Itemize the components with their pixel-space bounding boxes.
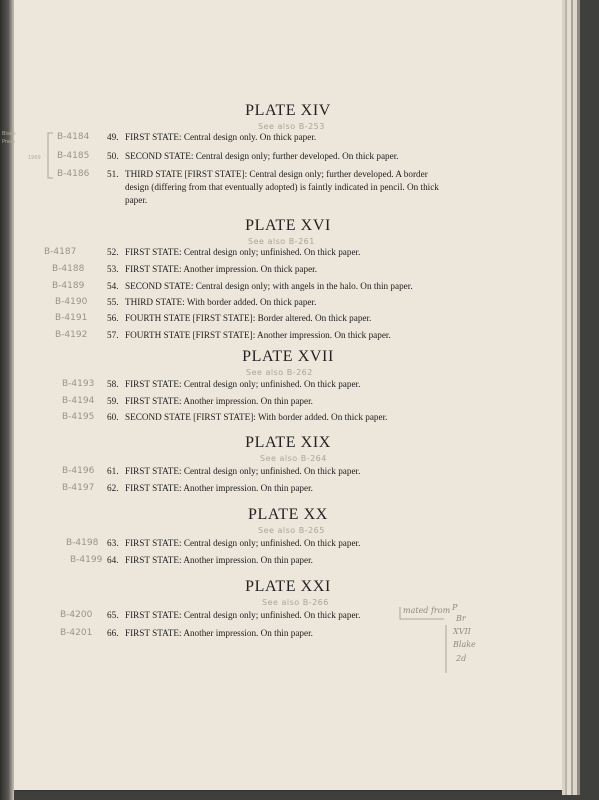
entry-number: 65. <box>107 610 119 620</box>
entry-description: FIRST STATE: Another impression. On thin paper. <box>125 396 313 406</box>
entry-number: 58. <box>107 379 119 389</box>
section-title-plate-xvii: PLATE XVII <box>242 348 334 365</box>
entry-number: 54. <box>107 281 119 291</box>
pencil-annotation: B-4191 <box>55 313 88 323</box>
entry-number: 50. <box>107 151 119 161</box>
entry-description: SECOND STATE: Central design only; further developed. On thick paper. <box>125 151 399 161</box>
handwritten-note-line-6: 2d <box>456 654 467 663</box>
entry-description: FIRST STATE: Central design only; unfinished. On thick paper. <box>125 610 361 620</box>
entry-description: FIRST STATE: Another impression. On thin paper. <box>125 628 313 638</box>
entry-description: FOURTH STATE [FIRST STATE]: Border altered. On thick paper. <box>125 313 372 323</box>
entry-description: FIRST STATE: Central design only; unfinished. On thick paper. <box>125 466 361 476</box>
pencil-annotation: B-4189 <box>52 281 85 291</box>
pencil-annotation: B-4201 <box>60 628 93 638</box>
handwritten-note-line-3: Br <box>456 614 466 623</box>
pencil-annotation: B-4186 <box>57 169 90 179</box>
pencil-bracket <box>46 132 54 180</box>
entry-description: SECOND STATE: Central design only; with angels in the halo. On thin paper. <box>125 281 413 291</box>
pencil-annotation: B-4193 <box>62 379 95 389</box>
margin-note-left-line-3: 1969 <box>28 155 41 161</box>
pencil-annotation: B-4192 <box>55 330 88 340</box>
entry-description: FIRST STATE: Central design only; unfinished. On thick paper. <box>125 247 361 257</box>
section-title-plate-xvi: PLATE XVI <box>245 217 331 234</box>
entry-number: 62. <box>107 483 119 493</box>
entry-description: THIRD STATE [FIRST STATE]: Central design only; further developed. A border design (differing from that eventually adopted) is faintly indicated in pencil. On thick paper. <box>125 169 439 205</box>
pencil-annotation: B-4185 <box>57 151 90 161</box>
section-note-plate-xxi: See also B-266 <box>262 598 329 607</box>
section-note-plate-xx: See also B-265 <box>258 526 325 535</box>
entry-number: 63. <box>107 538 119 548</box>
section-note-plate-xvii: See also B-262 <box>246 368 313 377</box>
pencil-annotation: B-4188 <box>52 264 85 274</box>
entry-number: 60. <box>107 412 119 422</box>
entry-number: 49. <box>107 132 119 142</box>
margin-note-left-line-1: Blake <box>2 131 16 137</box>
section-title-plate-xiv: PLATE XIV <box>245 102 331 119</box>
entry-number: 55. <box>107 297 119 307</box>
entry-number: 66. <box>107 628 119 638</box>
entry-number: 51. <box>107 169 119 179</box>
entry-number: 52. <box>107 247 119 257</box>
section-title-plate-xx: PLATE XX <box>248 506 328 523</box>
pencil-annotation: B-4200 <box>60 610 93 620</box>
pencil-annotation: B-4190 <box>55 297 88 307</box>
handwritten-note-line-4: XVII <box>453 627 471 636</box>
entry-description: FIRST STATE: Another impression. On thick paper. <box>125 264 318 274</box>
entry-description: FIRST STATE: Central design only; unfinished. On thick paper. <box>125 379 361 389</box>
entry-description: FIRST STATE: Another impression. On thin paper. <box>125 555 313 565</box>
entry-description: FOURTH STATE [FIRST STATE]: Another impression. On thick paper. <box>125 330 391 340</box>
book-binding <box>0 0 14 800</box>
pencil-annotation: B-4194 <box>62 396 95 406</box>
margin-note-left-line-2: Press <box>2 139 16 145</box>
pencil-annotation: B-4195 <box>62 412 95 422</box>
section-note-plate-xiv: See also B-253 <box>258 122 325 131</box>
entry-description: FIRST STATE: Central design only. On thick paper. <box>125 132 317 142</box>
entry-description: THIRD STATE: With border added. On thick paper. <box>125 297 317 307</box>
entry-description: SECOND STATE [FIRST STATE]: With border added. On thick paper. <box>125 412 388 422</box>
entry-number: 53. <box>107 264 119 274</box>
section-title-plate-xxi: PLATE XXI <box>245 578 331 595</box>
pencil-annotation: B-4197 <box>62 483 95 493</box>
handwritten-note-line-2: P <box>452 603 458 612</box>
handwritten-note-line-1: mated from <box>403 606 451 615</box>
section-note-plate-xix: See also B-264 <box>260 454 327 463</box>
entry-number: 59. <box>107 396 119 406</box>
entry-description: FIRST STATE: Another impression. On thin paper. <box>125 483 313 493</box>
entry-number: 56. <box>107 313 119 323</box>
entry-number: 57. <box>107 330 119 340</box>
handwritten-note-line-5: Blake <box>453 640 476 649</box>
entry-number: 61. <box>107 466 119 476</box>
section-title-plate-xix: PLATE XIX <box>245 434 331 451</box>
entry-description: FIRST STATE: Central design only; unfinished. On thick paper. <box>125 538 361 548</box>
page-stack-edge <box>562 0 580 795</box>
pencil-annotation: B-4198 <box>66 538 99 548</box>
pencil-annotation: B-4199 <box>70 555 103 565</box>
pencil-annotation: B-4196 <box>62 466 95 476</box>
pencil-annotation: B-4187 <box>44 247 77 257</box>
pencil-annotation: B-4184 <box>57 132 90 142</box>
entry-number: 64. <box>107 555 119 565</box>
section-note-plate-xvi: See also B-261 <box>248 237 315 246</box>
